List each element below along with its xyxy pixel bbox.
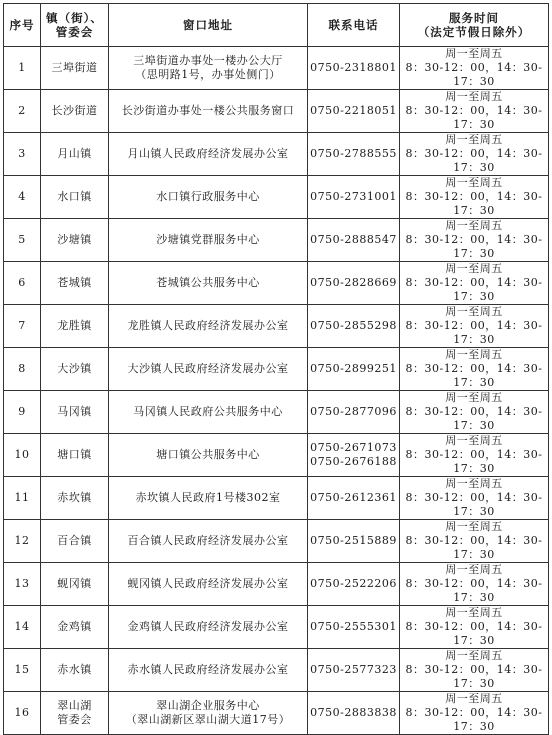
- town-name-line: 马冈镇: [57, 405, 92, 418]
- contact-phone-line: 0750-2522206: [310, 577, 397, 590]
- town-name: [41, 477, 109, 520]
- window-address-line: 百合镇人民政府经济发展办公室: [127, 534, 289, 547]
- service-hours-line: 周一至周五: [445, 692, 503, 705]
- town-name-line: 苍城镇: [57, 276, 92, 289]
- service-hours: [400, 391, 549, 434]
- town-name: [41, 692, 109, 735]
- service-hours: [400, 348, 549, 391]
- town-name: [41, 434, 109, 477]
- table-row: [4, 219, 549, 262]
- town-name-line: 三埠街道: [51, 61, 98, 74]
- town-name: [41, 133, 109, 176]
- window-address-line: 苍城镇公共服务中心: [156, 276, 260, 289]
- town-name: [41, 391, 109, 434]
- window-address-line: 金鸡镇人民政府经济发展办公室: [127, 620, 289, 633]
- contact-phone-line: 0750-2899251: [310, 362, 397, 375]
- service-hours: [400, 520, 549, 563]
- service-hours-line: 周一至周五: [445, 649, 503, 662]
- town-name-line: 百合镇: [57, 534, 92, 547]
- row-number: 10: [4, 434, 41, 477]
- contact-phone-line: 0750-2888547: [310, 233, 397, 246]
- contact-phone-line: 0750-2612361: [310, 491, 397, 504]
- table-row: [4, 133, 549, 176]
- town-name: [41, 47, 109, 90]
- service-hours-line: 周一至周五: [445, 262, 503, 275]
- town-name: [41, 348, 109, 391]
- service-hours: [400, 90, 549, 133]
- window-address-line: 三埠街道办事处一楼办公大厅: [133, 54, 283, 67]
- contact-phone: [308, 262, 400, 305]
- window-address: [109, 520, 308, 563]
- service-hours: [400, 305, 549, 348]
- table-row: [4, 262, 549, 305]
- town-name: [41, 563, 109, 606]
- contact-phone: [308, 219, 400, 262]
- row-number: 7: [4, 305, 41, 348]
- table-row: [4, 477, 549, 520]
- service-hours-line: 8：30-12：00，14：30-17：30: [405, 405, 543, 432]
- contact-phone-line: 0750-2515889: [310, 534, 397, 547]
- service-hours-line: 周一至周五: [445, 391, 503, 404]
- town-name-line: 大沙镇: [57, 362, 92, 375]
- window-address-line: 龙胜镇人民政府经济发展办公室: [127, 319, 289, 332]
- contact-phone: [308, 649, 400, 692]
- service-hours-line: 8：30-12：00，14：30-17：30: [405, 276, 543, 303]
- window-address: [109, 219, 308, 262]
- contact-phone-line: 0750-2855298: [310, 319, 397, 332]
- contact-phone: [308, 434, 400, 477]
- window-address: [109, 262, 308, 305]
- town-name-line: 沙塘镇: [57, 233, 92, 246]
- service-hours-line: 周一至周五: [445, 90, 503, 103]
- service-hours: [400, 262, 549, 305]
- service-hours: [400, 434, 549, 477]
- service-hours: [400, 606, 549, 649]
- table-row: [4, 305, 549, 348]
- service-hours-line: 周一至周五: [445, 305, 503, 318]
- window-address: [109, 133, 308, 176]
- service-hours-line: 周一至周五: [445, 434, 503, 447]
- window-address: [109, 90, 308, 133]
- window-address-line: 水口镇行政服务中心: [156, 190, 260, 203]
- service-hours: [400, 219, 549, 262]
- row-number: 6: [4, 262, 41, 305]
- town-name-line: 赤水镇: [57, 663, 92, 676]
- row-number: 3: [4, 133, 41, 176]
- service-hours-line: 8：30-12：00，14：30-17：30: [405, 491, 543, 518]
- contact-phone: [308, 90, 400, 133]
- contact-phone: [308, 305, 400, 348]
- service-hours-line: 周一至周五: [445, 219, 503, 232]
- window-address: [109, 477, 308, 520]
- service-hours-line: 周一至周五: [445, 47, 503, 60]
- header-hours-line1: 服务时间: [449, 11, 499, 25]
- service-hours-line: 8：30-12：00，14：30-17：30: [405, 319, 543, 346]
- service-hours-line: 周一至周五: [445, 348, 503, 361]
- row-number: 9: [4, 391, 41, 434]
- town-name-line: 龙胜镇: [57, 319, 92, 332]
- window-address: [109, 606, 308, 649]
- service-hours-line: 8：30-12：00，14：30-17：30: [405, 448, 543, 475]
- town-name: [41, 176, 109, 219]
- town-name: [41, 520, 109, 563]
- row-number: 16: [4, 692, 41, 735]
- service-hours: [400, 176, 549, 219]
- window-address: [109, 692, 308, 735]
- contact-phone: [308, 563, 400, 606]
- table-row: [4, 692, 549, 735]
- window-address-line: 大沙镇人民政府经济发展办公室: [127, 362, 289, 375]
- contact-phone-line: 0750-2218051: [310, 104, 397, 117]
- service-hours-line: 周一至周五: [445, 133, 503, 146]
- table-header-row: [4, 4, 549, 47]
- table-row: [4, 563, 549, 606]
- window-address-line: （思明路1号，办事处侧门）: [135, 68, 281, 81]
- window-address: [109, 391, 308, 434]
- service-hours: [400, 649, 549, 692]
- window-address-line: 翠山湖企业服务中心: [156, 699, 260, 712]
- contact-phone-line: 0750-2676188: [310, 455, 397, 468]
- contact-phone: [308, 133, 400, 176]
- row-number: 4: [4, 176, 41, 219]
- row-number: 8: [4, 348, 41, 391]
- town-name: [41, 90, 109, 133]
- window-address-line: 马冈镇人民政府公共服务中心: [133, 405, 283, 418]
- window-address-line: 塘口镇公共服务中心: [156, 448, 260, 461]
- town-name: [41, 606, 109, 649]
- table-row: [4, 348, 549, 391]
- row-number: 12: [4, 520, 41, 563]
- table-row: [4, 649, 549, 692]
- header-hours-line2: （法定节假日除外）: [417, 25, 531, 39]
- service-hours-line: 8：30-12：00，14：30-17：30: [405, 663, 543, 690]
- service-hours-line: 8：30-12：00，14：30-17：30: [405, 104, 543, 131]
- contact-phone: [308, 477, 400, 520]
- row-number: 5: [4, 219, 41, 262]
- table-row: [4, 606, 549, 649]
- window-address-line: 沙塘镇党群服务中心: [156, 233, 260, 246]
- header-town-line1: 镇（街）、: [46, 11, 103, 25]
- town-name-line: 塘口镇: [57, 448, 92, 461]
- town-name-line: 长沙街道: [51, 104, 98, 117]
- table-row: [4, 47, 549, 90]
- contact-phone-line: 0750-2318801: [310, 61, 397, 74]
- table-row: [4, 391, 549, 434]
- row-number: 15: [4, 649, 41, 692]
- window-address: [109, 305, 308, 348]
- contact-phone: [308, 176, 400, 219]
- service-hours-line: 8：30-12：00，14：30-17：30: [405, 577, 543, 604]
- town-name-line: 赤坎镇: [57, 491, 92, 504]
- table-row: [4, 520, 549, 563]
- service-hours-line: 8：30-12：00，14：30-17：30: [405, 706, 543, 733]
- contact-phone-line: 0750-2877096: [310, 405, 397, 418]
- service-hours-line: 8：30-12：00，14：30-17：30: [405, 233, 543, 260]
- service-hours-line: 周一至周五: [445, 606, 503, 619]
- service-hours-line: 周一至周五: [445, 563, 503, 576]
- table-row: [4, 434, 549, 477]
- window-address: [109, 649, 308, 692]
- service-hours: [400, 47, 549, 90]
- window-address: [109, 176, 308, 219]
- contact-phone-line: 0750-2883838: [310, 706, 397, 719]
- row-number: 2: [4, 90, 41, 133]
- service-hours: [400, 477, 549, 520]
- contact-phone: [308, 606, 400, 649]
- service-hours-line: 8：30-12：00，14：30-17：30: [405, 620, 543, 647]
- table-row: [4, 176, 549, 219]
- contact-phone-line: 0750-2555301: [310, 620, 397, 633]
- window-address: [109, 348, 308, 391]
- window-address-line: 长沙街道办事处一楼公共服务窗口: [121, 104, 295, 117]
- row-number: 14: [4, 606, 41, 649]
- contact-phone: [308, 47, 400, 90]
- town-name-line: 翠山湖: [57, 699, 92, 712]
- service-hours: [400, 563, 549, 606]
- row-number: 1: [4, 47, 41, 90]
- service-hours-line: 8：30-12：00，14：30-17：30: [405, 362, 543, 389]
- service-hours-line: 周一至周五: [445, 520, 503, 533]
- table-row: [4, 90, 549, 133]
- contact-phone: [308, 391, 400, 434]
- service-hours-line: 8：30-12：00，14：30-17：30: [405, 190, 543, 217]
- service-hours: [400, 133, 549, 176]
- town-name-line: 水口镇: [57, 190, 92, 203]
- header-hours: [400, 4, 549, 47]
- header-address: 窗口地址: [109, 4, 308, 47]
- town-name-line: 管委会: [57, 713, 92, 726]
- town-name-line: 月山镇: [57, 147, 92, 160]
- town-name-line: 金鸡镇: [57, 620, 92, 633]
- contact-phone-line: 0750-2788555: [310, 147, 397, 160]
- window-address-line: 蚬冈镇人民政府经济发展办公室: [127, 577, 289, 590]
- contact-phone: [308, 348, 400, 391]
- service-hours-line: 8：30-12：00，14：30-17：30: [405, 534, 543, 561]
- service-hours-line: 8：30-12：00，14：30-17：30: [405, 61, 543, 88]
- contact-phone-line: 0750-2731001: [310, 190, 397, 203]
- window-address: [109, 47, 308, 90]
- window-address-line: （翠山湖新区翠山湖大道17号）: [125, 713, 291, 726]
- window-address: [109, 434, 308, 477]
- town-name: [41, 305, 109, 348]
- town-name: [41, 649, 109, 692]
- service-hours-line: 周一至周五: [445, 477, 503, 490]
- table-body: [4, 47, 549, 735]
- contact-phone: [308, 520, 400, 563]
- window-address-line: 赤水镇人民政府经济发展办公室: [127, 663, 289, 676]
- service-hours: [400, 692, 549, 735]
- window-address: [109, 563, 308, 606]
- window-address-line: 赤坎镇人民政府1号楼302室: [135, 491, 281, 504]
- window-address-line: 月山镇人民政府经济发展办公室: [127, 147, 289, 160]
- header-phone: 联系电话: [308, 4, 400, 47]
- town-name-line: 蚬冈镇: [57, 577, 92, 590]
- service-window-table: [3, 3, 549, 735]
- header-town-line2: 管委会: [55, 25, 94, 39]
- row-number: 11: [4, 477, 41, 520]
- header-town: [41, 4, 109, 47]
- contact-phone-line: 0750-2671073: [310, 441, 397, 454]
- contact-phone-line: 0750-2577323: [310, 663, 397, 676]
- service-hours-line: 周一至周五: [445, 176, 503, 189]
- town-name: [41, 219, 109, 262]
- contact-phone-line: 0750-2828669: [310, 276, 397, 289]
- row-number: 13: [4, 563, 41, 606]
- header-no: 序号: [4, 4, 41, 47]
- town-name: [41, 262, 109, 305]
- service-hours-line: 8：30-12：00，14：30-17：30: [405, 147, 543, 174]
- contact-phone: [308, 692, 400, 735]
